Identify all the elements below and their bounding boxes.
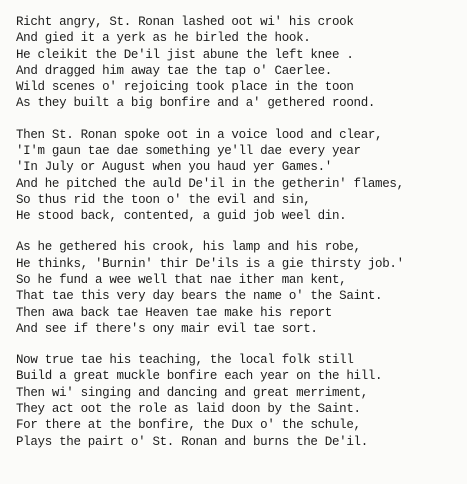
poem-line: And see if there's ony mair evil tae sort. xyxy=(16,321,318,336)
stanza-4 xyxy=(16,352,467,450)
stanza-2 xyxy=(16,127,467,225)
poem-line: As they built a big bonfire and a' gethered roond. xyxy=(16,96,376,111)
poem-line: He stood back, contented, a guid job weel din. xyxy=(16,209,347,224)
poem-line: He cleikit the De'il jist abune the left knee . xyxy=(16,47,354,62)
poem-line: Now true tae his teaching, the local folk still xyxy=(16,353,354,368)
poem-line: 'In July or August when you haud yer Games.' xyxy=(16,160,332,175)
poem-line: Plays the pairt o' St. Ronan and burns the De'il. xyxy=(16,434,368,449)
poem-line: Then awa back tae Heaven tae make his report xyxy=(16,305,332,320)
poem-line: For there at the bonfire, the Dux o' the schule, xyxy=(16,418,361,433)
poem-line: They act oot the role as laid doon by the Saint. xyxy=(16,401,361,416)
poem-line: Then St. Ronan spoke oot in a voice lood and clear, xyxy=(16,127,383,142)
poem-line: That tae this very day bears the name o' the Saint. xyxy=(16,289,383,304)
poem-line: And dragged him away tae the tap o' Caerlee. xyxy=(16,63,332,78)
poem-line: 'I'm gaun tae dae something ye'll dae every year xyxy=(16,143,361,158)
stanza-1 xyxy=(16,14,467,112)
poem-line: And gied it a yerk as he birled the hook. xyxy=(16,31,311,46)
poem-line: Build a great muckle bonfire each year on the hill. xyxy=(16,369,383,384)
poem-line: Richt angry, St. Ronan lashed oot wi' his crook xyxy=(16,15,354,29)
stanza-3 xyxy=(16,239,467,337)
poem-line: So he fund a wee well that nae ither man kent, xyxy=(16,272,347,287)
poem-line: So thus rid the toon o' the evil and sin, xyxy=(16,192,311,207)
poem-line: As he gethered his crook, his lamp and his robe, xyxy=(16,240,361,255)
poem-line: Then wi' singing and dancing and great merriment, xyxy=(16,385,368,400)
poem-line: Wild scenes o' rejoicing took place in the toon xyxy=(16,80,354,95)
poem-line: He thinks, 'Burnin' thir De'ils is a gie thirsty job.' xyxy=(16,256,404,271)
poem-line: And he pitched the auld De'il in the getherin' flames, xyxy=(16,176,404,191)
